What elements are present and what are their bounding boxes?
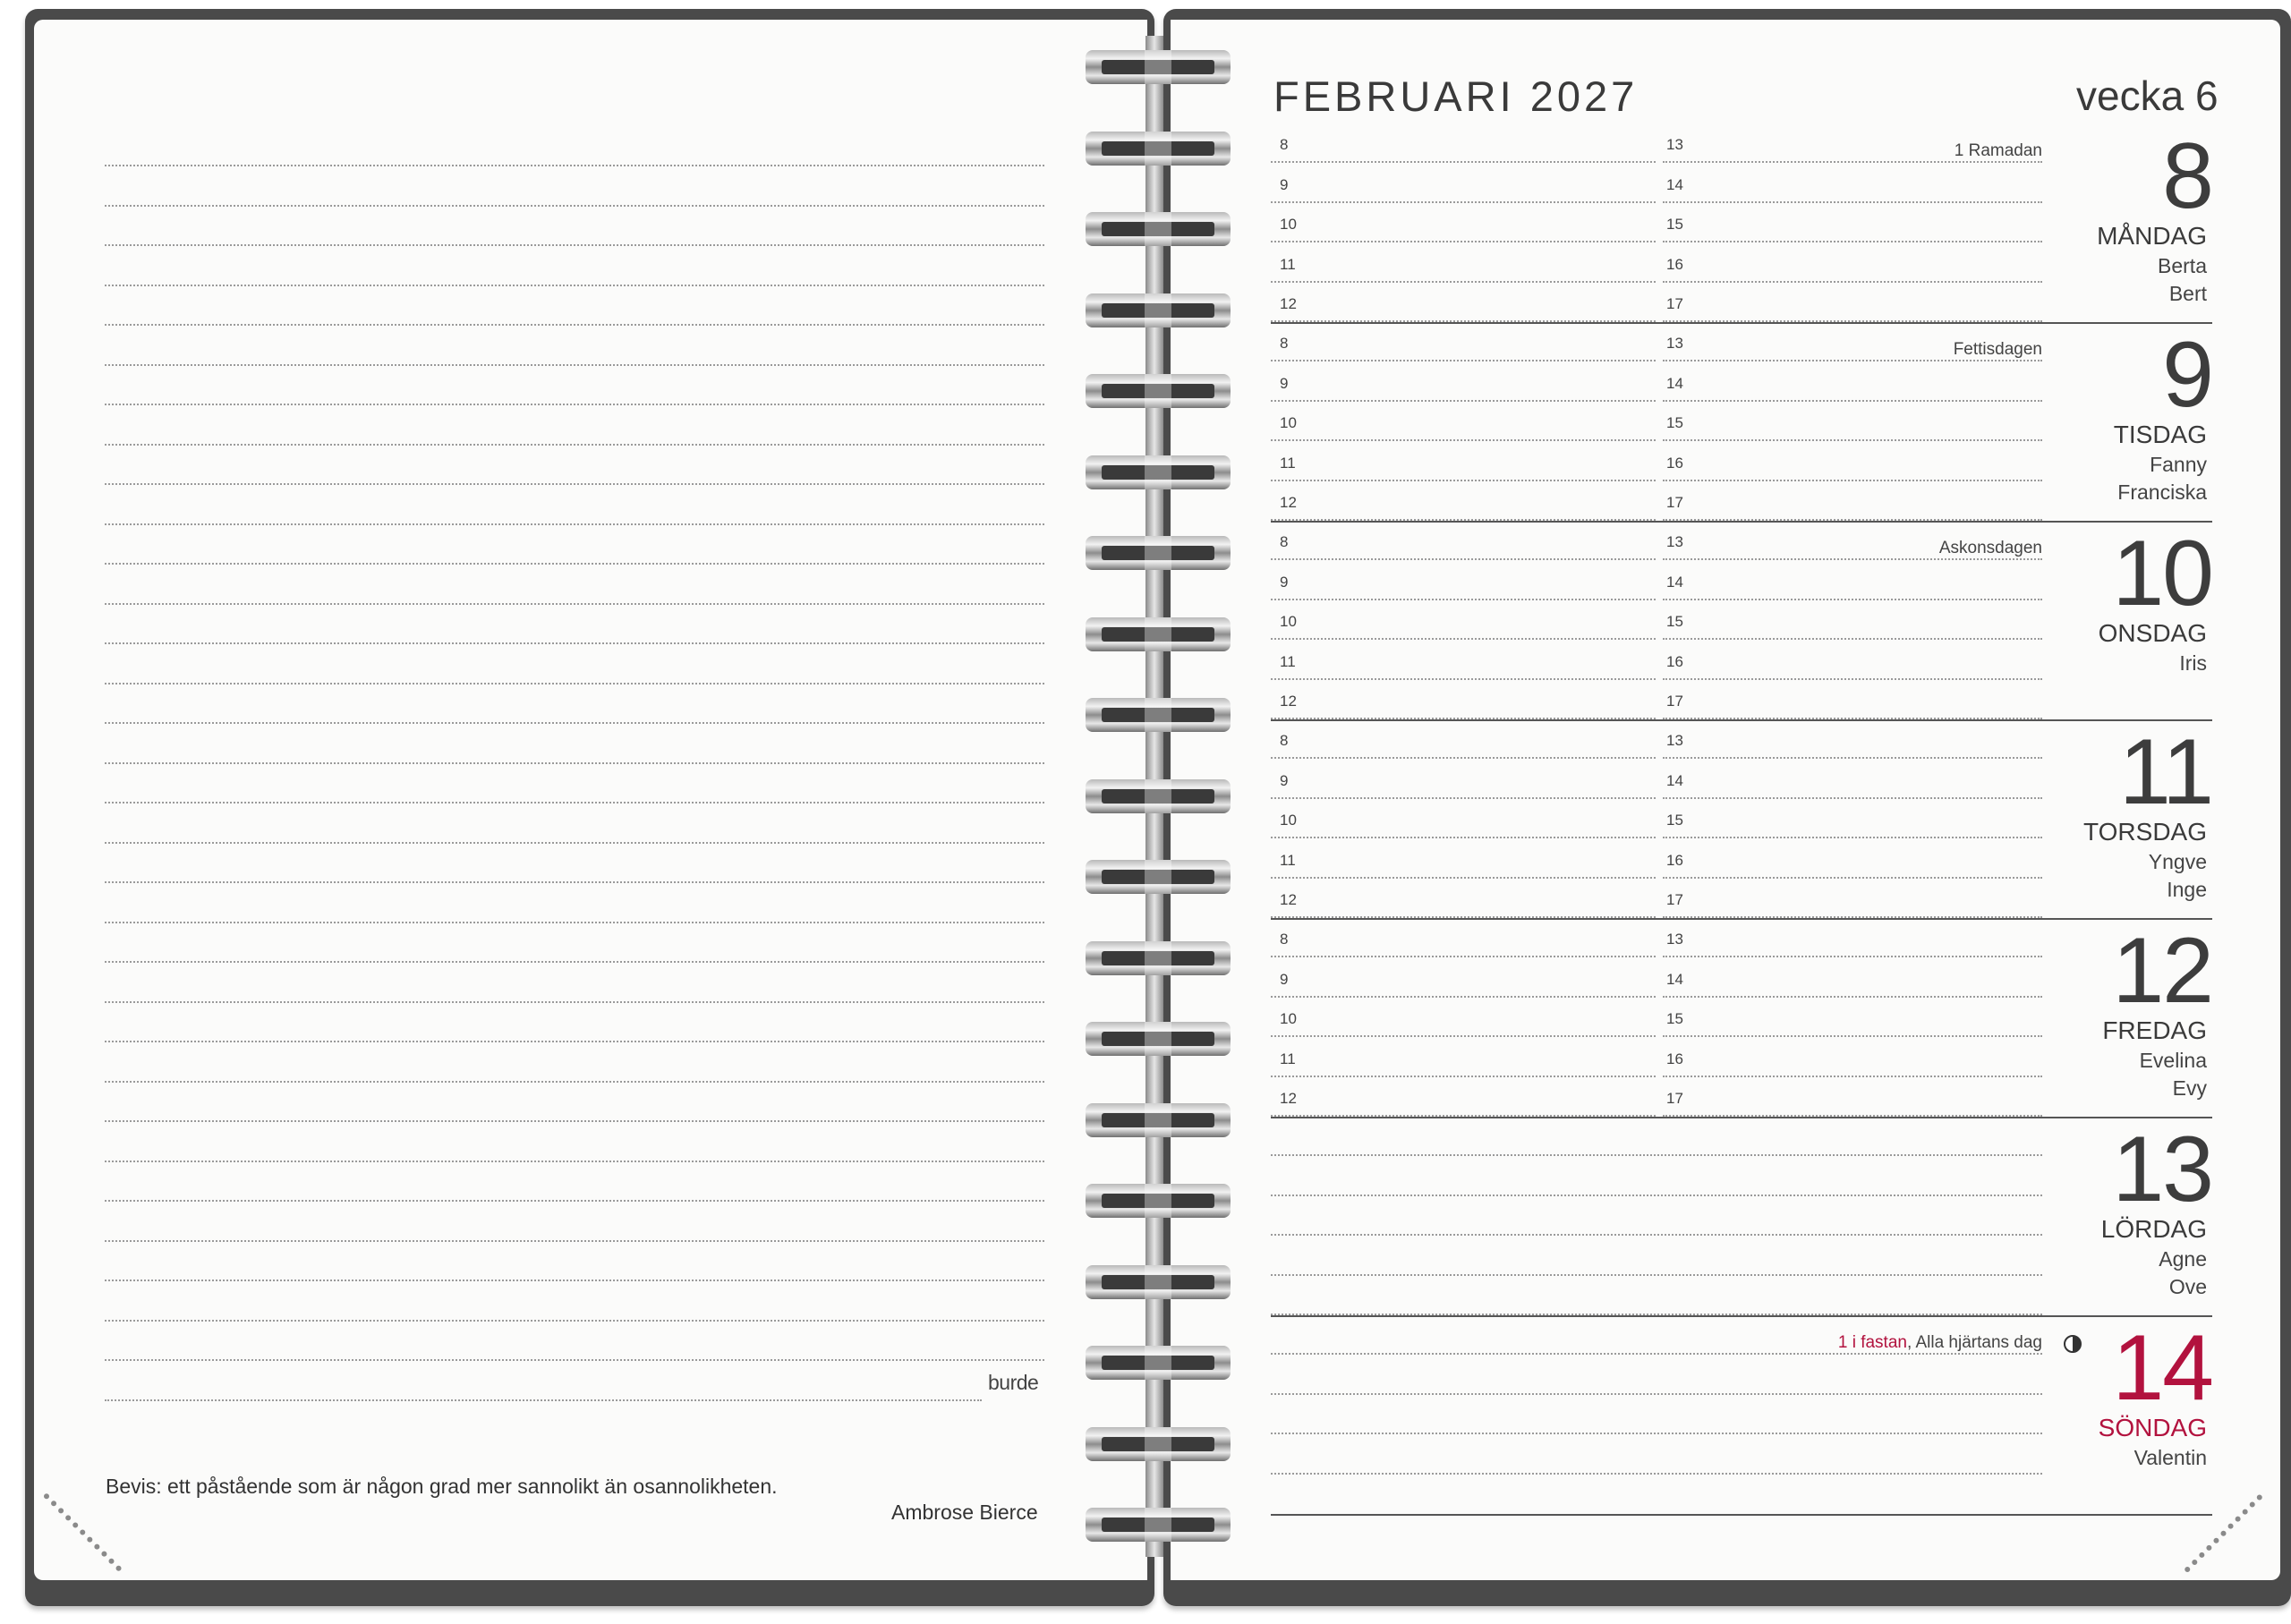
note-line[interactable] (105, 1081, 1044, 1083)
hour-line[interactable] (1663, 599, 2042, 600)
name-day: Valentin (2133, 1446, 2207, 1469)
note-line[interactable] (1271, 1234, 2042, 1236)
hour-label: 8 (1280, 931, 1289, 948)
hour-line[interactable] (1663, 1035, 2042, 1037)
hour-label: 9 (1280, 175, 1289, 193)
hour-line[interactable] (1271, 956, 1656, 957)
holiday-label (1955, 141, 2042, 161)
hour-label: 16 (1666, 652, 1683, 670)
note-line[interactable] (1271, 1353, 2042, 1355)
holiday-label (1939, 539, 2042, 558)
name-day: Evelina (2139, 1049, 2207, 1072)
note-line[interactable] (105, 722, 1044, 724)
hour-label: 13 (1666, 335, 1683, 352)
note-line[interactable] (105, 762, 1044, 764)
hour-line[interactable] (1663, 439, 2042, 441)
note-line[interactable] (105, 324, 1044, 326)
left-page (34, 20, 1147, 1580)
note-line[interactable] (1271, 1274, 2042, 1276)
hour-label: 17 (1666, 1090, 1683, 1107)
hour-label: 12 (1280, 494, 1297, 511)
note-line[interactable] (105, 802, 1044, 803)
spiral-ring (1086, 617, 1231, 651)
day-number: 9 (2162, 323, 2212, 427)
hour-label: 17 (1666, 494, 1683, 511)
hour-line[interactable] (1663, 480, 2042, 481)
note-line[interactable] (1271, 1473, 2042, 1475)
hour-line[interactable] (1271, 281, 1656, 283)
hour-line[interactable] (1271, 480, 1656, 481)
note-line[interactable] (1271, 1195, 2042, 1196)
day-number: 10 (2112, 522, 2212, 625)
spiral-ring (1086, 536, 1231, 570)
day-block (1271, 919, 2212, 1126)
hour-line[interactable] (1663, 161, 2042, 163)
hour-label: 16 (1666, 454, 1683, 472)
note-line[interactable] (105, 483, 1044, 485)
spiral-ring (1086, 1508, 1231, 1542)
hour-label: 11 (1280, 851, 1296, 869)
hour-line[interactable] (1271, 1035, 1656, 1037)
day-separator (1271, 322, 2212, 324)
spiral-ring (1086, 1184, 1231, 1218)
hour-label: 10 (1280, 812, 1297, 829)
note-line[interactable] (105, 205, 1044, 207)
hour-line[interactable] (1271, 201, 1656, 203)
note-line[interactable] (105, 563, 1044, 565)
note-line[interactable] (105, 1161, 1044, 1162)
hour-label: 10 (1280, 216, 1297, 233)
holiday-red-label: 1 i fastan (1837, 1333, 1907, 1352)
hour-line[interactable] (1663, 201, 2042, 203)
note-line[interactable] (105, 1120, 1044, 1122)
day-name: FREDAG (2102, 1016, 2207, 1044)
hour-line[interactable] (1663, 638, 2042, 640)
spiral-ring (1086, 779, 1231, 813)
hour-line[interactable] (1271, 558, 1656, 560)
hour-line[interactable] (1271, 678, 1656, 680)
hour-line[interactable] (1271, 996, 1656, 998)
spiral-ring (1086, 1265, 1231, 1299)
hour-line[interactable] (1271, 439, 1656, 441)
note-line[interactable] (105, 1240, 1044, 1242)
hour-label: 13 (1666, 533, 1683, 550)
name-day: Berta (2158, 254, 2207, 277)
holiday-label (1838, 1333, 2042, 1353)
hour-line[interactable] (1271, 797, 1656, 799)
hour-label: 15 (1666, 216, 1683, 233)
hour-line[interactable] (1271, 360, 1656, 361)
day-block (1271, 323, 2212, 530)
name-day: Evy (2172, 1076, 2207, 1100)
day-separator (1271, 521, 2212, 523)
hour-label: 12 (1280, 693, 1297, 710)
day-block (1271, 1316, 2212, 1523)
note-line[interactable] (105, 1359, 1044, 1361)
note-line[interactable] (105, 881, 1044, 883)
hour-label: 8 (1280, 335, 1289, 352)
hour-label: 13 (1666, 136, 1683, 153)
hour-line[interactable] (1663, 757, 2042, 759)
hour-label: 10 (1280, 1010, 1297, 1027)
hour-label: 14 (1666, 374, 1683, 392)
day-number: 12 (2112, 919, 2212, 1023)
hour-line[interactable] (1663, 837, 2042, 838)
spiral-ring (1086, 132, 1231, 166)
day-number: 8 (2162, 124, 2212, 228)
hour-label: 15 (1666, 414, 1683, 431)
hour-label: 15 (1666, 812, 1683, 829)
hour-label: 13 (1666, 931, 1683, 948)
day-separator (1271, 1514, 2212, 1516)
note-line[interactable] (105, 1001, 1044, 1003)
hour-line[interactable] (1271, 161, 1656, 163)
hour-line[interactable] (1271, 599, 1656, 600)
hour-label: 14 (1666, 573, 1683, 591)
note-line[interactable] (1271, 1393, 2042, 1395)
note-line[interactable] (105, 603, 1044, 605)
hour-label: 10 (1280, 414, 1297, 431)
name-day: Franciska (2117, 480, 2207, 504)
note-line[interactable] (1271, 1433, 2042, 1434)
half-moon-icon (2064, 1335, 2082, 1353)
note-line[interactable] (105, 683, 1044, 684)
hour-label: 11 (1280, 652, 1296, 670)
hour-label: 14 (1666, 970, 1683, 988)
note-line[interactable] (105, 523, 1044, 525)
day-number: 14 (2112, 1316, 2212, 1420)
hour-label: 11 (1280, 454, 1296, 472)
spiral-ring (1086, 50, 1231, 84)
hour-label: 8 (1280, 533, 1289, 550)
name-day: Fanny (2150, 453, 2207, 476)
note-line[interactable] (105, 1280, 1044, 1281)
day-block (1271, 1118, 2212, 1324)
day-separator (1271, 1117, 2212, 1118)
hour-label: 9 (1280, 771, 1289, 789)
hour-line[interactable] (1663, 877, 2042, 879)
hour-line[interactable] (1271, 638, 1656, 640)
hour-label: 10 (1280, 613, 1297, 630)
hour-line[interactable] (1271, 241, 1656, 242)
hour-line[interactable] (1663, 558, 2042, 560)
name-day: Agne (2159, 1247, 2207, 1271)
name-day: Iris (2179, 651, 2207, 675)
hour-label: 9 (1280, 970, 1289, 988)
day-name: LÖRDAG (2100, 1215, 2207, 1243)
holiday-text: 1 Ramadan (1954, 141, 2042, 160)
note-line[interactable] (105, 961, 1044, 963)
hour-line[interactable] (1663, 678, 2042, 680)
spiral-ring (1086, 212, 1231, 246)
hour-line[interactable] (1663, 400, 2042, 402)
spiral-ring (1086, 698, 1231, 732)
day-separator (1271, 1315, 2212, 1317)
holiday-text: Askonsdagen (1938, 539, 2042, 557)
hour-label: 13 (1666, 732, 1683, 749)
spiral-ring (1086, 1022, 1231, 1056)
day-name: ONSDAG (2098, 619, 2207, 647)
spiral-ring (1086, 1427, 1231, 1461)
hour-label: 11 (1280, 255, 1296, 273)
hour-label: 11 (1280, 1050, 1296, 1067)
hour-label: 15 (1666, 1010, 1683, 1027)
note-line[interactable] (105, 364, 1044, 366)
hour-label: 14 (1666, 771, 1683, 789)
holiday-label (1954, 340, 2042, 360)
note-line[interactable] (105, 842, 1044, 844)
name-day: Inge (2167, 878, 2207, 901)
note-line[interactable] (105, 404, 1044, 405)
hour-line[interactable] (1663, 956, 2042, 957)
hour-label: 8 (1280, 732, 1289, 749)
day-number: 13 (2112, 1118, 2212, 1221)
note-line[interactable] (105, 922, 1044, 923)
name-day: Bert (2168, 282, 2207, 305)
spiral-ring (1086, 374, 1231, 408)
hour-line[interactable] (1663, 281, 2042, 283)
hour-label: 14 (1666, 175, 1683, 193)
hour-label: 9 (1280, 573, 1289, 591)
note-line[interactable] (1271, 1154, 2042, 1156)
day-name: SÖNDAG (2098, 1414, 2207, 1441)
holiday-text: , Alla hjärtans dag (1906, 1333, 2042, 1352)
day-separator (1271, 719, 2212, 721)
spiral-ring (1086, 1103, 1231, 1137)
month-title: FEBRUARI 2027 (1273, 72, 1639, 120)
hour-label: 12 (1280, 295, 1297, 312)
hour-line[interactable] (1271, 1076, 1656, 1077)
hour-line[interactable] (1663, 996, 2042, 998)
quote-author: Ambrose Bierce (891, 1501, 1038, 1524)
holiday-text: Fettisdagen (1953, 340, 2042, 359)
name-day: Ove (2168, 1275, 2207, 1298)
hour-label: 17 (1666, 693, 1683, 710)
hour-label: 16 (1666, 1050, 1683, 1067)
week-number: vecka 6 (2076, 72, 2219, 119)
note-line[interactable] (105, 165, 1044, 166)
spiral-ring (1086, 941, 1231, 975)
note-line[interactable] (105, 1200, 1044, 1202)
name-day: Yngve (2148, 850, 2207, 873)
hour-label: 17 (1666, 295, 1683, 312)
hour-label: 9 (1280, 374, 1289, 392)
hour-line[interactable] (1271, 757, 1656, 759)
note-line[interactable] (105, 1399, 982, 1401)
day-name: TORSDAG (2083, 818, 2207, 846)
spiral-ring (1086, 455, 1231, 489)
hour-line[interactable] (1663, 360, 2042, 361)
hour-line[interactable] (1663, 1076, 2042, 1077)
note-line[interactable] (105, 1041, 1044, 1042)
day-block (1271, 522, 2212, 728)
spiral-ring (1086, 293, 1231, 327)
note-line[interactable] (105, 444, 1044, 446)
quote-text: Bevis: ett påstående som är någon grad mer sannolikt än osannolikheten. (106, 1475, 778, 1498)
hour-label: 12 (1280, 891, 1297, 908)
day-block (1271, 124, 2212, 331)
spiral-ring (1086, 1346, 1231, 1380)
spiral-ring (1086, 860, 1231, 894)
note-line[interactable] (105, 1320, 1044, 1322)
hour-label: 12 (1280, 1090, 1297, 1107)
note-line[interactable] (105, 244, 1044, 246)
day-name: TISDAG (2113, 421, 2207, 448)
brand-logo: burde (988, 1371, 1039, 1394)
hour-label: 8 (1280, 136, 1289, 153)
hour-line[interactable] (1663, 241, 2042, 242)
day-name: MÅNDAG (2097, 222, 2207, 250)
note-line[interactable] (105, 285, 1044, 286)
hour-label: 17 (1666, 891, 1683, 908)
day-number: 11 (2119, 720, 2212, 824)
day-separator (1271, 918, 2212, 920)
hour-line[interactable] (1271, 400, 1656, 402)
hour-label: 15 (1666, 613, 1683, 630)
hour-line[interactable] (1663, 797, 2042, 799)
note-line[interactable] (105, 642, 1044, 644)
hour-line[interactable] (1271, 877, 1656, 879)
day-block (1271, 720, 2212, 927)
hour-label: 16 (1666, 255, 1683, 273)
hour-line[interactable] (1271, 837, 1656, 838)
hour-label: 16 (1666, 851, 1683, 869)
